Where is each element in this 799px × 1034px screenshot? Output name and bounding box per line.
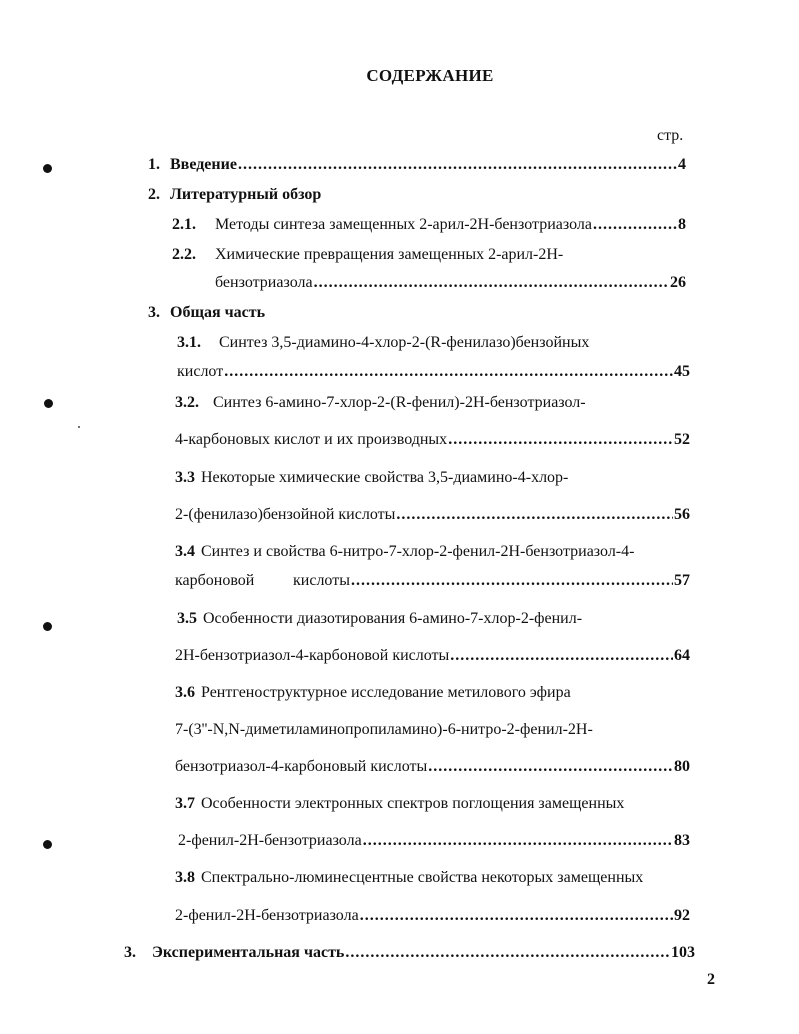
- toc-title-cont: 2-(фенилазо)бензойной кислоты: [175, 506, 396, 523]
- toc-page: 26: [670, 274, 686, 291]
- toc-number: 2.1.: [172, 216, 196, 233]
- toc-entry-2-1[interactable]: [172, 215, 686, 235]
- toc-page: 8: [678, 216, 686, 233]
- toc-title: Спектрально-люминесцентные свойства некоторых замещенных: [201, 869, 644, 886]
- toc-leader: [345, 943, 670, 963]
- toc-title-cont: бензотриазол-4-карбоновый кислоты: [175, 758, 428, 775]
- toc-leader: [238, 155, 677, 175]
- toc-title-cont: 2-фенил-2Н-бензотриазола: [175, 907, 359, 924]
- toc-leader: [428, 757, 673, 777]
- toc-entry-3-4[interactable]: [175, 542, 634, 562]
- toc-title-cont: 2Н-бензотриазол-4-карбоновой кислоты: [175, 647, 450, 664]
- toc-entry-2-2[interactable]: [172, 245, 563, 265]
- toc-title: Особенности электронных спектров поглощения замещенных: [201, 795, 625, 812]
- punch-hole-mark: [43, 840, 52, 849]
- toc-page: 52: [674, 431, 690, 448]
- toc-leader: [396, 505, 673, 525]
- toc-entry-general[interactable]: [148, 303, 265, 323]
- toc-entry-3-6[interactable]: [175, 683, 571, 703]
- toc-number: 2.2.: [172, 246, 196, 263]
- punch-hole-mark: [43, 164, 52, 173]
- toc-leader: [450, 646, 673, 666]
- toc-entry-literature[interactable]: [148, 185, 321, 205]
- toc-title: Введение: [170, 156, 237, 173]
- toc-title: Химические превращения замещенных 2-арил-2Н-: [215, 246, 564, 263]
- toc-page: 57: [674, 572, 690, 589]
- toc-number: 3.7: [175, 795, 195, 812]
- toc-number: 2.: [148, 186, 160, 203]
- toc-entry-3-2[interactable]: [175, 393, 586, 413]
- toc-entry-experimental[interactable]: [124, 943, 695, 963]
- toc-number: 3.: [148, 304, 160, 321]
- toc-number: 3.6: [175, 684, 195, 701]
- page-title: СОДЕРЖАНИЕ: [366, 66, 494, 85]
- punch-hole-mark: [43, 622, 52, 631]
- toc-entry-3-2-cont[interactable]: [175, 430, 690, 450]
- toc-number: 3.5: [177, 610, 197, 627]
- toc-entry-3-7-cont[interactable]: [178, 831, 690, 851]
- toc-entry-3-8[interactable]: [175, 868, 643, 888]
- scan-speck: [78, 426, 80, 428]
- toc-entry-3-4-cont[interactable]: [175, 571, 690, 591]
- toc-page: 83: [674, 832, 690, 849]
- toc-title: Синтез и свойства 6-нитро-7-хлор-2-фенил-2Н-бензотриазол-4-: [201, 543, 635, 560]
- toc-title: Некоторые химические свойства 3,5-диамино-4-хлор-: [201, 469, 569, 486]
- toc-page: 80: [674, 758, 690, 775]
- page-number: 2: [707, 971, 715, 988]
- toc-number: 3.: [124, 944, 136, 961]
- toc-page: 64: [674, 647, 690, 664]
- toc-leader: [314, 273, 669, 293]
- toc-title: Синтез 6-амино-7-хлор-2-(R-фенил)-2Н-бензотриазол-: [213, 394, 586, 411]
- toc-title: Особенности диазотирования 6-амино-7-хлор-2-фенил-: [203, 610, 583, 627]
- toc-title-cont: кислот: [177, 363, 224, 380]
- toc-entry-intro[interactable]: [148, 155, 686, 175]
- page-column-label: стр.: [657, 127, 684, 144]
- toc-number: 3.2.: [175, 394, 199, 411]
- toc-page: 92: [674, 907, 690, 924]
- toc-entry-3-3[interactable]: [175, 468, 568, 488]
- toc-entry-3-6-cont[interactable]: [175, 757, 690, 777]
- toc-page: 4: [678, 156, 686, 173]
- toc-title-cont: 4-карбоновых кислот и их производных: [175, 431, 448, 448]
- toc-number: 3.4: [175, 543, 195, 560]
- toc-title-cont: бензотриазола: [215, 274, 313, 291]
- toc-title-cont: кислоты: [293, 572, 350, 589]
- toc-title: Литературный обзор: [170, 186, 322, 203]
- toc-entry-3-1[interactable]: [177, 333, 589, 353]
- toc-leader: [363, 831, 673, 851]
- toc-entry-3-7[interactable]: [175, 794, 624, 814]
- toc-leader: [593, 215, 677, 235]
- toc-number: 3.3: [175, 469, 195, 486]
- toc-title: Синтез 3,5-диамино-4-хлор-2-(R-фенилазо)бензойных: [219, 334, 590, 351]
- toc-entry-3-5[interactable]: [177, 609, 582, 629]
- toc-page: 45: [674, 363, 690, 380]
- toc-title: Рентгеноструктурное исследование метилового эфира: [201, 684, 571, 701]
- toc-title: Методы синтеза замещенных 2-арил-2Н-бензотриазола: [215, 216, 592, 233]
- toc-page: 103: [671, 944, 695, 961]
- toc-title-cont: 7-(3''-N,N-диметиламинопропиламино)-6-нитро-2-фенил-2Н-: [175, 721, 593, 738]
- toc-page: 56: [674, 506, 690, 523]
- punch-hole-mark: [44, 399, 53, 408]
- toc-leader: [351, 571, 673, 591]
- toc-number: 3.8: [175, 869, 195, 886]
- toc-title-cont: карбоновой: [175, 572, 255, 589]
- toc-title: Экспериментальная часть: [152, 944, 345, 961]
- toc-entry-3-6-line2[interactable]: [175, 720, 593, 740]
- toc-leader: [224, 362, 673, 382]
- toc-entry-3-3-cont[interactable]: [175, 505, 690, 525]
- toc-leader: [360, 906, 673, 926]
- toc-title-cont: 2-фенил-2Н-бензотриазола: [178, 832, 362, 849]
- toc-entry-3-1-cont[interactable]: [177, 362, 690, 382]
- toc-title: Общая часть: [170, 304, 266, 321]
- toc-number: 3.1.: [177, 334, 201, 351]
- toc-leader: [448, 430, 673, 450]
- toc-entry-2-2-cont[interactable]: [215, 273, 686, 293]
- toc-number: 1.: [148, 156, 160, 173]
- toc-entry-3-8-cont[interactable]: [175, 906, 690, 926]
- toc-entry-3-5-cont[interactable]: [175, 646, 690, 666]
